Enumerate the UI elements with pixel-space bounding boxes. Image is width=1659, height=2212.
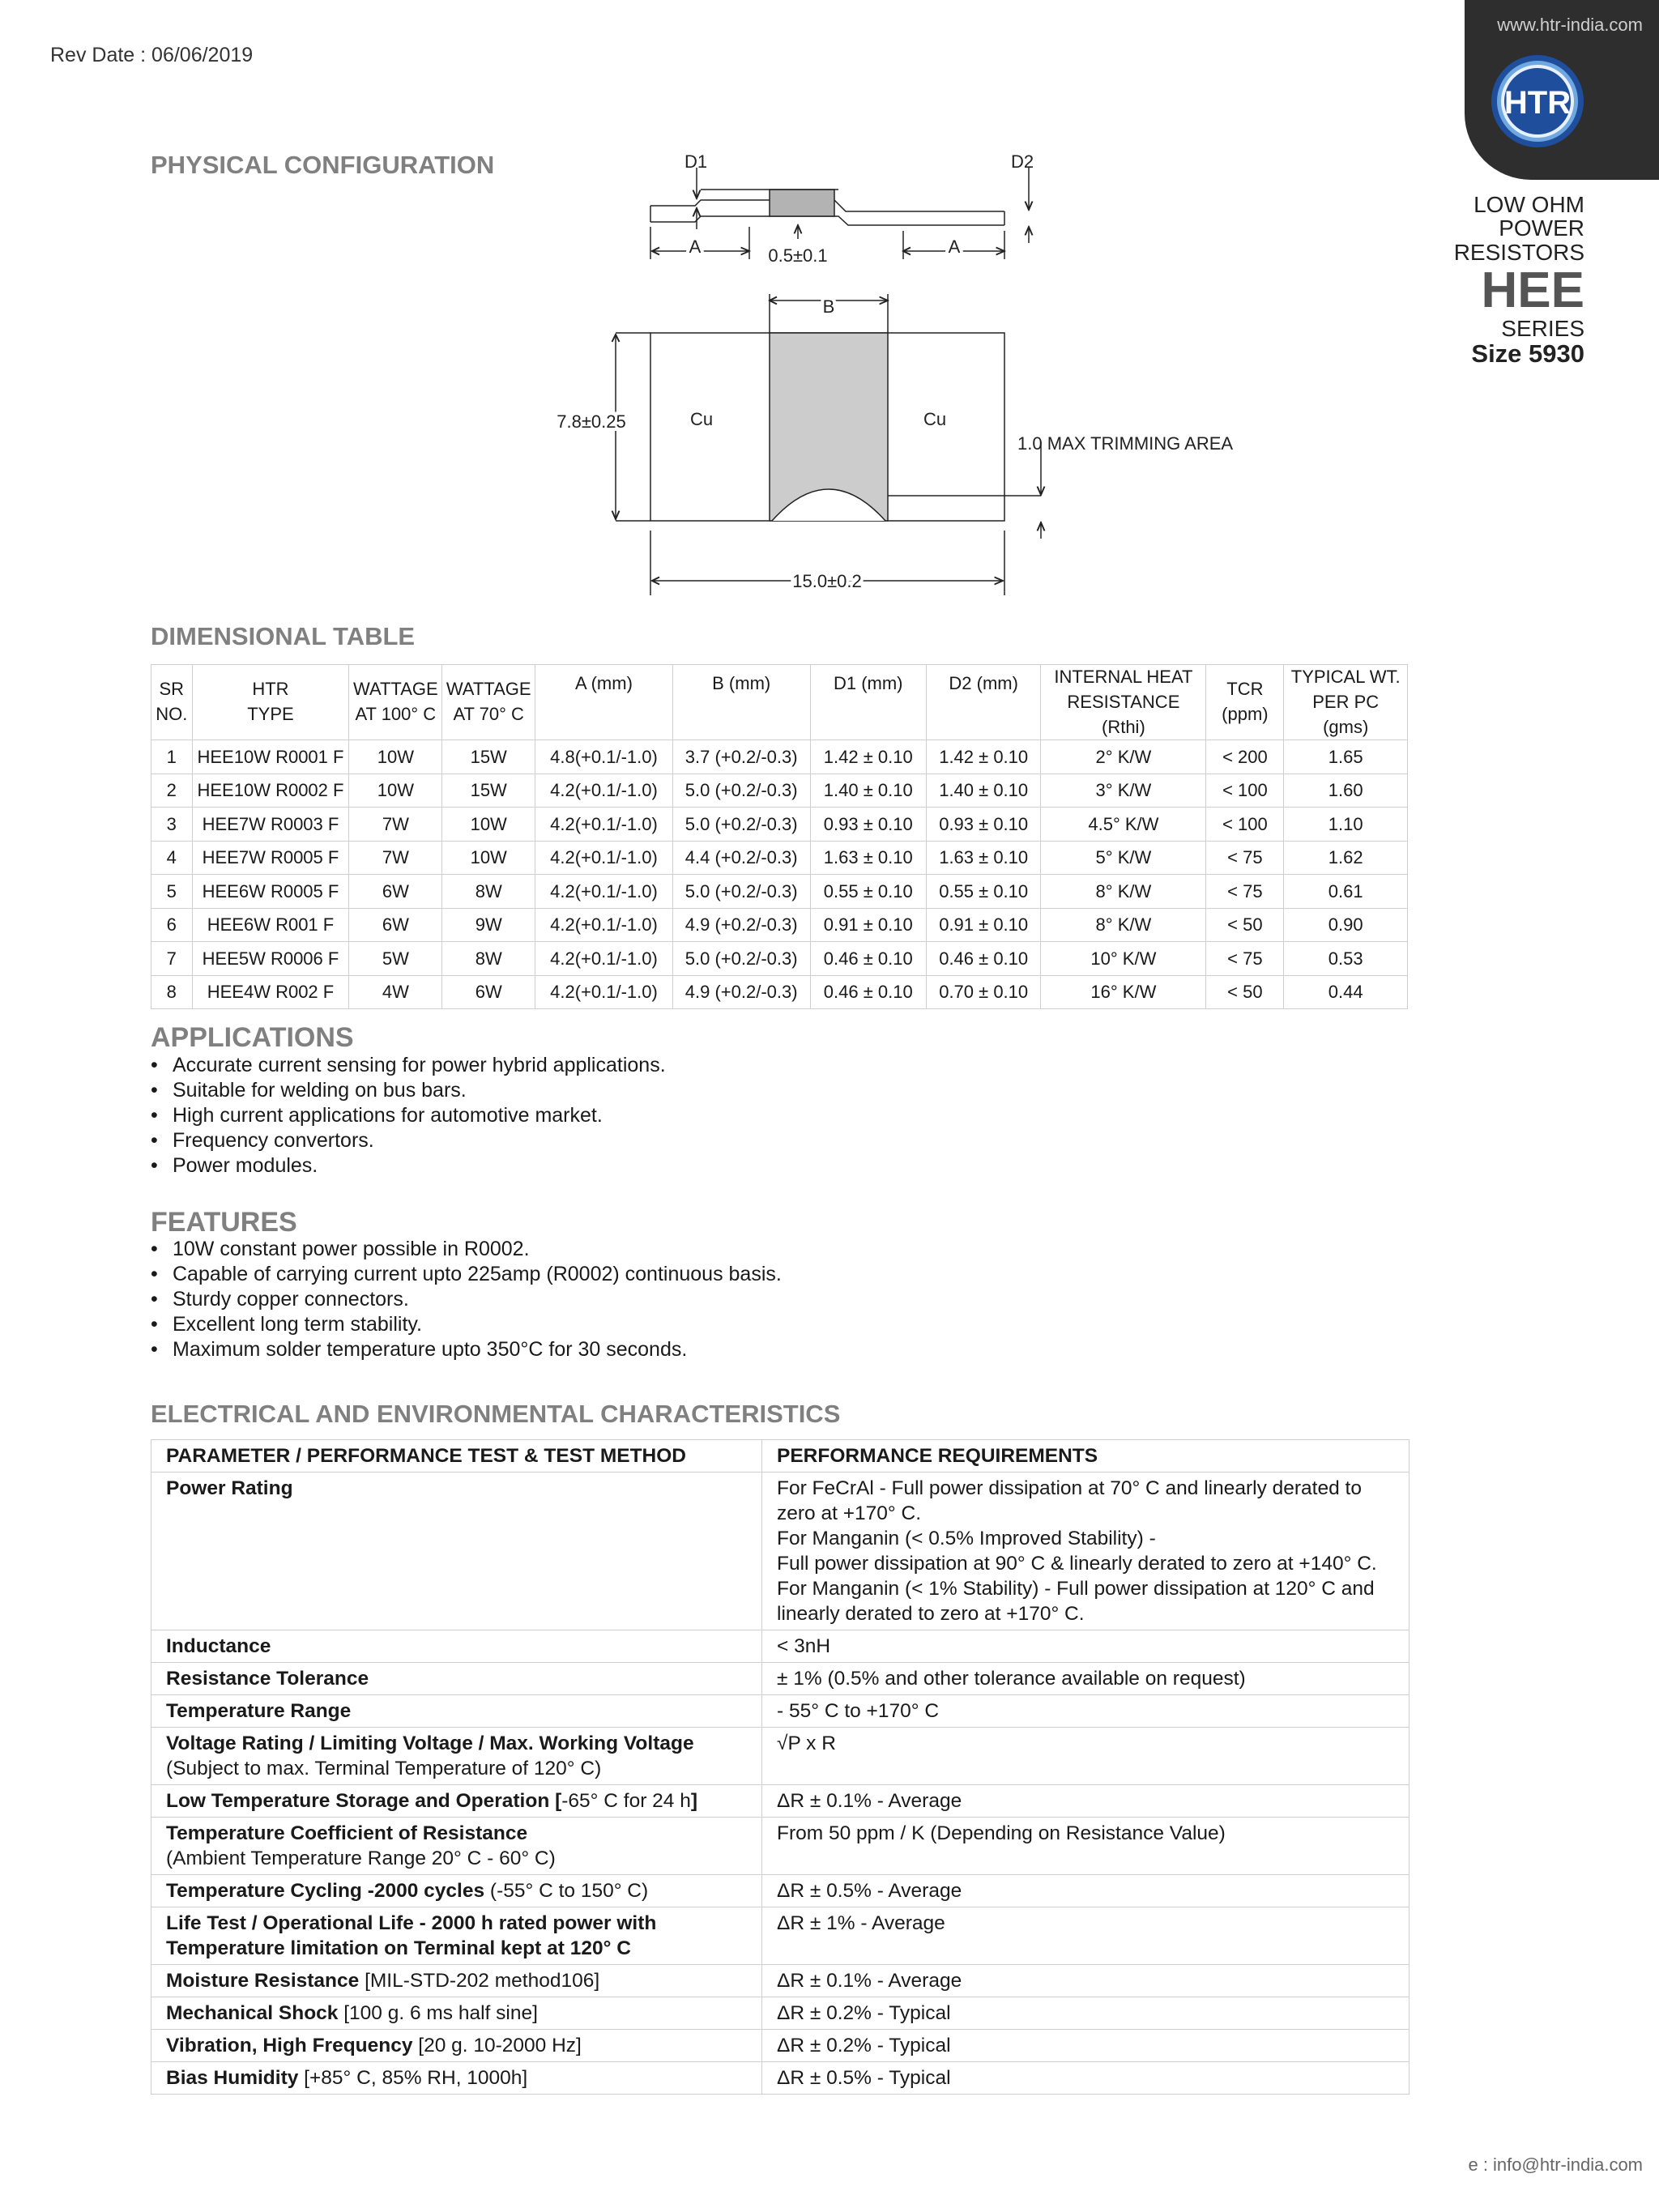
- table-row: [151, 808, 1408, 842]
- table-cell: 7: [151, 942, 193, 976]
- table-cell: 0.93 ± 0.10: [810, 808, 926, 842]
- table-cell: 10W: [349, 740, 442, 774]
- table-cell: < 50: [1206, 908, 1284, 942]
- table-cell: 1.40 ± 0.10: [926, 774, 1040, 808]
- table-cell: 4.5° K/W: [1041, 808, 1206, 842]
- features-list: [151, 1237, 782, 1362]
- parameter-condition: [MIL-STD-202 method106]: [359, 1970, 600, 1992]
- list-item: • 10W constant power possible in R0002.: [151, 1237, 782, 1262]
- list-item: • Frequency convertors.: [151, 1128, 666, 1153]
- table-cell: 4.4 (+0.2/-0.3): [672, 841, 810, 875]
- parameter-name: Bias Humidity: [166, 2067, 299, 2089]
- thickness-label: 0.5±0.1: [768, 245, 828, 266]
- table-cell: 3: [151, 808, 193, 842]
- top-view: [616, 294, 1041, 595]
- table-row: [151, 1695, 1410, 1728]
- col-header-tcr: TCR (ppm): [1206, 665, 1284, 740]
- parameter-subtext: (Ambient Temperature Range 20° C - 60° C): [166, 1848, 556, 1869]
- table-cell: 2: [151, 774, 193, 808]
- list-item: • High current applications for automotive market.: [151, 1103, 666, 1128]
- requirement-cell: [762, 1907, 1410, 1965]
- col-header-wattage-70: WATTAGE AT 70° C: [442, 665, 535, 740]
- col-header-sr: SR NO.: [151, 665, 193, 740]
- table-cell: 15W: [442, 740, 535, 774]
- table-cell: 1.42 ± 0.10: [810, 740, 926, 774]
- table-cell: 8W: [442, 875, 535, 909]
- list-item: • Suitable for welding on bus bars.: [151, 1078, 666, 1103]
- col-header-parameter: PARAMETER / PERFORMANCE TEST & TEST METHOD: [151, 1440, 762, 1473]
- parameter-cell: [151, 1728, 762, 1785]
- product-label: [1454, 193, 1584, 367]
- table-row: [151, 1728, 1410, 1785]
- requirement-cell: [762, 2030, 1410, 2062]
- col-header-weight: TYPICAL WT. PER PC (gms): [1284, 665, 1408, 740]
- table-cell: < 75: [1206, 875, 1284, 909]
- parameter-cell: [151, 1818, 762, 1875]
- table-cell: 5.0 (+0.2/-0.3): [672, 875, 810, 909]
- table-cell: 0.55 ± 0.10: [926, 875, 1040, 909]
- series-label: SERIES: [1501, 316, 1584, 342]
- table-cell: 0.55 ± 0.10: [810, 875, 926, 909]
- table-cell: 10° K/W: [1041, 942, 1206, 976]
- dim-table-header-row: [151, 665, 1408, 740]
- table-cell: HEE6W R001 F: [192, 908, 349, 942]
- table-cell: 4.2(+0.1/-1.0): [535, 841, 673, 875]
- parameter-condition: [20 g. 10-2000 Hz]: [412, 2035, 582, 2056]
- d2-label: D2: [1011, 151, 1034, 172]
- table-row: [151, 1630, 1410, 1663]
- table-cell: < 50: [1206, 975, 1284, 1009]
- table-cell: 15W: [442, 774, 535, 808]
- parameter-cell: [151, 2062, 762, 2095]
- features-title: FEATURES: [151, 1207, 297, 1238]
- table-cell: < 100: [1206, 774, 1284, 808]
- side-view: [650, 168, 1029, 259]
- trimming-label: 1.0 MAX TRIMMING AREA: [1017, 433, 1234, 454]
- requirement-line: - 55° C to +170° C: [777, 1700, 940, 1722]
- website-link[interactable]: www.htr-india.com: [1497, 15, 1643, 35]
- requirement-line: ΔR ± 0.1% - Average: [777, 1790, 962, 1812]
- length-label: 15.0±0.2: [792, 571, 862, 591]
- table-row: [151, 1997, 1410, 2030]
- parameter-cell: [151, 1875, 762, 1907]
- requirement-cell: [762, 1785, 1410, 1818]
- requirement-cell: [762, 1695, 1410, 1728]
- size-label: Size 5930: [1471, 339, 1584, 368]
- table-cell: 1: [151, 740, 193, 774]
- product-line-1: LOW OHM: [1473, 192, 1584, 217]
- requirement-line: < 3nH: [777, 1635, 831, 1657]
- parameter-name: Low Temperature Storage and Operation [: [166, 1790, 562, 1812]
- requirement-line: ΔR ± 0.1% - Average: [777, 1970, 962, 1992]
- table-cell: 4: [151, 841, 193, 875]
- table-cell: HEE6W R0005 F: [192, 875, 349, 909]
- table-cell: 1.42 ± 0.10: [926, 740, 1040, 774]
- table-cell: < 75: [1206, 841, 1284, 875]
- table-cell: HEE7W R0005 F: [192, 841, 349, 875]
- parameter-condition: (-55° C to 150° C): [484, 1880, 649, 1902]
- electrical-title: ELECTRICAL AND ENVIRONMENTAL CHARACTERISTICS: [151, 1400, 841, 1428]
- table-cell: 7W: [349, 808, 442, 842]
- table-cell: 4.2(+0.1/-1.0): [535, 975, 673, 1009]
- table-cell: 1.62: [1284, 841, 1408, 875]
- table-cell: < 100: [1206, 808, 1284, 842]
- table-row: [151, 1785, 1410, 1818]
- parameter-condition: [100 g. 6 ms half sine]: [338, 2002, 538, 2024]
- table-row: [151, 841, 1408, 875]
- table-row: [151, 774, 1408, 808]
- requirement-line: linearly derated to zero at +170° C.: [777, 1603, 1085, 1625]
- table-cell: 0.91 ± 0.10: [926, 908, 1040, 942]
- requirement-line: ± 1% (0.5% and other tolerance available on request): [777, 1668, 1246, 1690]
- table-row: [151, 1818, 1410, 1875]
- table-cell: 6: [151, 908, 193, 942]
- table-row: [151, 1965, 1410, 1997]
- table-cell: < 200: [1206, 740, 1284, 774]
- col-header-wattage-100: WATTAGE AT 100° C: [349, 665, 442, 740]
- list-item: • Accurate current sensing for power hybrid applications.: [151, 1053, 666, 1078]
- table-cell: 5° K/W: [1041, 841, 1206, 875]
- elec-table-header-row: [151, 1440, 1410, 1473]
- list-item: • Sturdy copper connectors.: [151, 1287, 782, 1312]
- a-right-label: A: [948, 237, 961, 257]
- table-cell: 3.7 (+0.2/-0.3): [672, 740, 810, 774]
- table-cell: 8W: [442, 942, 535, 976]
- col-header-b: B (mm): [672, 665, 810, 740]
- product-line-3: RESISTORS: [1453, 239, 1584, 265]
- parameter-condition: -65° C for 24 h: [561, 1790, 691, 1812]
- parameter-cell: [151, 1965, 762, 1997]
- cu-left-label: Cu: [690, 409, 714, 429]
- product-line-2: POWER: [1499, 215, 1584, 241]
- table-cell: 4W: [349, 975, 442, 1009]
- table-cell: 0.46 ± 0.10: [810, 975, 926, 1009]
- table-cell: 4.2(+0.1/-1.0): [535, 908, 673, 942]
- table-cell: 1.40 ± 0.10: [810, 774, 926, 808]
- table-row: [151, 942, 1408, 976]
- table-cell: 3° K/W: [1041, 774, 1206, 808]
- requirement-line: ΔR ± 0.5% - Average: [777, 1880, 962, 1902]
- parameter-name: Moisture Resistance: [166, 1970, 360, 1992]
- table-cell: 1.63 ± 0.10: [810, 841, 926, 875]
- table-row: [151, 1663, 1410, 1695]
- table-cell: 8° K/W: [1041, 875, 1206, 909]
- list-item: • Maximum solder temperature upto 350°C for 30 seconds.: [151, 1337, 782, 1362]
- requirement-line: For Manganin (< 0.5% Improved Stability) -: [777, 1528, 1156, 1549]
- table-cell: 6W: [349, 875, 442, 909]
- physical-configuration-title: PHYSICAL CONFIGURATION: [151, 151, 495, 179]
- table-cell: 4.9 (+0.2/-0.3): [672, 975, 810, 1009]
- parameter-cell: [151, 1473, 762, 1630]
- table-cell: 0.44: [1284, 975, 1408, 1009]
- table-cell: 1.63 ± 0.10: [926, 841, 1040, 875]
- requirement-cell: [762, 1875, 1410, 1907]
- electrical-table: [151, 1439, 1410, 2095]
- parameter-name: Resistance Tolerance: [166, 1668, 369, 1690]
- table-cell: 6W: [442, 975, 535, 1009]
- list-item: • Excellent long term stability.: [151, 1312, 782, 1337]
- table-cell: HEE5W R0006 F: [192, 942, 349, 976]
- table-cell: HEE10W R0002 F: [192, 774, 349, 808]
- parameter-cell: [151, 2030, 762, 2062]
- table-cell: 10W: [442, 808, 535, 842]
- table-cell: 5.0 (+0.2/-0.3): [672, 942, 810, 976]
- parameter-subtext: (Subject to max. Terminal Temperature of 120° C): [166, 1758, 602, 1779]
- requirement-cell: [762, 1997, 1410, 2030]
- requirement-line: From 50 ppm / K (Depending on Resistance Value): [777, 1822, 1226, 1844]
- table-row: [151, 1875, 1410, 1907]
- rev-date: Rev Date : 06/06/2019: [50, 44, 254, 66]
- table-row: [151, 908, 1408, 942]
- table-cell: 5W: [349, 942, 442, 976]
- table-cell: 2° K/W: [1041, 740, 1206, 774]
- parameter-cell: [151, 1695, 762, 1728]
- table-cell: 1.60: [1284, 774, 1408, 808]
- table-cell: 4.2(+0.1/-1.0): [535, 808, 673, 842]
- table-cell: 0.46 ± 0.10: [926, 942, 1040, 976]
- parameter-cell: [151, 1785, 762, 1818]
- requirement-cell: [762, 1965, 1410, 1997]
- table-cell: HEE4W R002 F: [192, 975, 349, 1009]
- requirement-line: ΔR ± 0.2% - Typical: [777, 2035, 951, 2056]
- parameter-name: Power Rating: [166, 1477, 293, 1499]
- table-cell: 0.93 ± 0.10: [926, 808, 1040, 842]
- physical-drawing: [551, 142, 1264, 603]
- requirement-line: zero at +170° C.: [777, 1502, 921, 1524]
- col-header-a: A (mm): [535, 665, 673, 740]
- table-cell: 4.2(+0.1/-1.0): [535, 942, 673, 976]
- col-header-requirements: PERFORMANCE REQUIREMENTS: [762, 1440, 1410, 1473]
- list-item: • Power modules.: [151, 1153, 666, 1178]
- table-cell: 0.90: [1284, 908, 1408, 942]
- requirement-line: ΔR ± 1% - Average: [777, 1912, 945, 1934]
- parameter-name: Temperature Range: [166, 1700, 352, 1722]
- parameter-name: Temperature Cycling -2000 cycles: [166, 1880, 485, 1902]
- table-cell: 8° K/W: [1041, 908, 1206, 942]
- parameter-name: Voltage Rating / Limiting Voltage / Max. Working Voltage: [166, 1733, 694, 1754]
- table-cell: 0.53: [1284, 942, 1408, 976]
- height-label: 7.8±0.25: [557, 411, 626, 432]
- dimensional-table-title: DIMENSIONAL TABLE: [151, 622, 416, 650]
- htr-logo: [1489, 53, 1586, 150]
- table-cell: 0.70 ± 0.10: [926, 975, 1040, 1009]
- requirement-cell: [762, 1728, 1410, 1785]
- table-row: [151, 1473, 1410, 1630]
- table-row: [151, 2062, 1410, 2095]
- requirement-cell: [762, 1630, 1410, 1663]
- list-item: • Capable of carrying current upto 225amp (R0002) continuous basis.: [151, 1262, 782, 1287]
- requirement-cell: [762, 1818, 1410, 1875]
- table-cell: HEE7W R0003 F: [192, 808, 349, 842]
- parameter-name: Temperature Coefficient of Resistance: [166, 1822, 528, 1844]
- parameter-subtext: Temperature limitation on Terminal kept at 120° C: [166, 1937, 631, 1959]
- requirement-line: For Manganin (< 1% Stability) - Full power dissipation at 120° C and: [777, 1578, 1375, 1600]
- table-cell: HEE10W R0001 F: [192, 740, 349, 774]
- table-cell: 5: [151, 875, 193, 909]
- col-header-htr-type: HTR TYPE: [192, 665, 349, 740]
- table-cell: 6W: [349, 908, 442, 942]
- b-label: B: [822, 296, 835, 317]
- parameter-cell: [151, 1663, 762, 1695]
- table-cell: 4.2(+0.1/-1.0): [535, 875, 673, 909]
- col-header-heat-resistance: INTERNAL HEAT RESISTANCE (Rthi): [1041, 665, 1206, 740]
- table-row: [151, 875, 1408, 909]
- requirement-cell: [762, 1663, 1410, 1695]
- table-cell: 5.0 (+0.2/-0.3): [672, 808, 810, 842]
- logo-text: HTR: [1503, 85, 1572, 121]
- applications-list: [151, 1053, 666, 1178]
- table-row: [151, 2030, 1410, 2062]
- table-cell: 0.46 ± 0.10: [810, 942, 926, 976]
- table-cell: 8: [151, 975, 193, 1009]
- table-cell: 1.10: [1284, 808, 1408, 842]
- table-cell: 5.0 (+0.2/-0.3): [672, 774, 810, 808]
- table-row: [151, 975, 1408, 1009]
- parameter-cell: [151, 1907, 762, 1965]
- parameter-condition: [+85° C, 85% RH, 1000h]: [298, 2067, 528, 2089]
- dimensional-table: [151, 664, 1408, 1009]
- table-cell: 4.2(+0.1/-1.0): [535, 774, 673, 808]
- table-cell: 10W: [442, 841, 535, 875]
- requirement-cell: [762, 1473, 1410, 1630]
- table-cell: 0.61: [1284, 875, 1408, 909]
- table-row: [151, 740, 1408, 774]
- table-cell: 0.91 ± 0.10: [810, 908, 926, 942]
- requirement-line: ΔR ± 0.5% - Typical: [777, 2067, 951, 2089]
- applications-title: APPLICATIONS: [151, 1022, 354, 1053]
- table-cell: 1.65: [1284, 740, 1408, 774]
- parameter-condition-end: ]: [690, 1790, 698, 1812]
- table-cell: 4.8(+0.1/-1.0): [535, 740, 673, 774]
- requirement-cell: [762, 2062, 1410, 2095]
- table-cell: 7W: [349, 841, 442, 875]
- table-cell: < 75: [1206, 942, 1284, 976]
- requirement-line: Full power dissipation at 90° C & linearly derated to zero at +140° C.: [777, 1553, 1377, 1575]
- d1-label: D1: [684, 151, 708, 172]
- requirement-line: √P x R: [777, 1733, 836, 1754]
- table-cell: 9W: [442, 908, 535, 942]
- parameter-name: Vibration, High Frequency: [166, 2035, 413, 2056]
- table-row: [151, 1907, 1410, 1965]
- series-code: HEE: [1481, 262, 1584, 319]
- footer-email[interactable]: e : info@htr-india.com: [1468, 2154, 1643, 2175]
- parameter-name: Life Test / Operational Life - 2000 h rated power with: [166, 1912, 657, 1934]
- table-cell: 10W: [349, 774, 442, 808]
- parameter-name: Inductance: [166, 1635, 271, 1657]
- col-header-d2: D2 (mm): [926, 665, 1040, 740]
- parameter-cell: [151, 1997, 762, 2030]
- table-cell: 4.9 (+0.2/-0.3): [672, 908, 810, 942]
- cu-right-label: Cu: [923, 409, 947, 429]
- requirement-line: ΔR ± 0.2% - Typical: [777, 2002, 951, 2024]
- parameter-name: Mechanical Shock: [166, 2002, 339, 2024]
- requirement-line: For FeCrAl - Full power dissipation at 70° C and linearly derated to: [777, 1477, 1362, 1499]
- col-header-d1: D1 (mm): [810, 665, 926, 740]
- a-left-label: A: [689, 237, 702, 257]
- parameter-cell: [151, 1630, 762, 1663]
- table-cell: 16° K/W: [1041, 975, 1206, 1009]
